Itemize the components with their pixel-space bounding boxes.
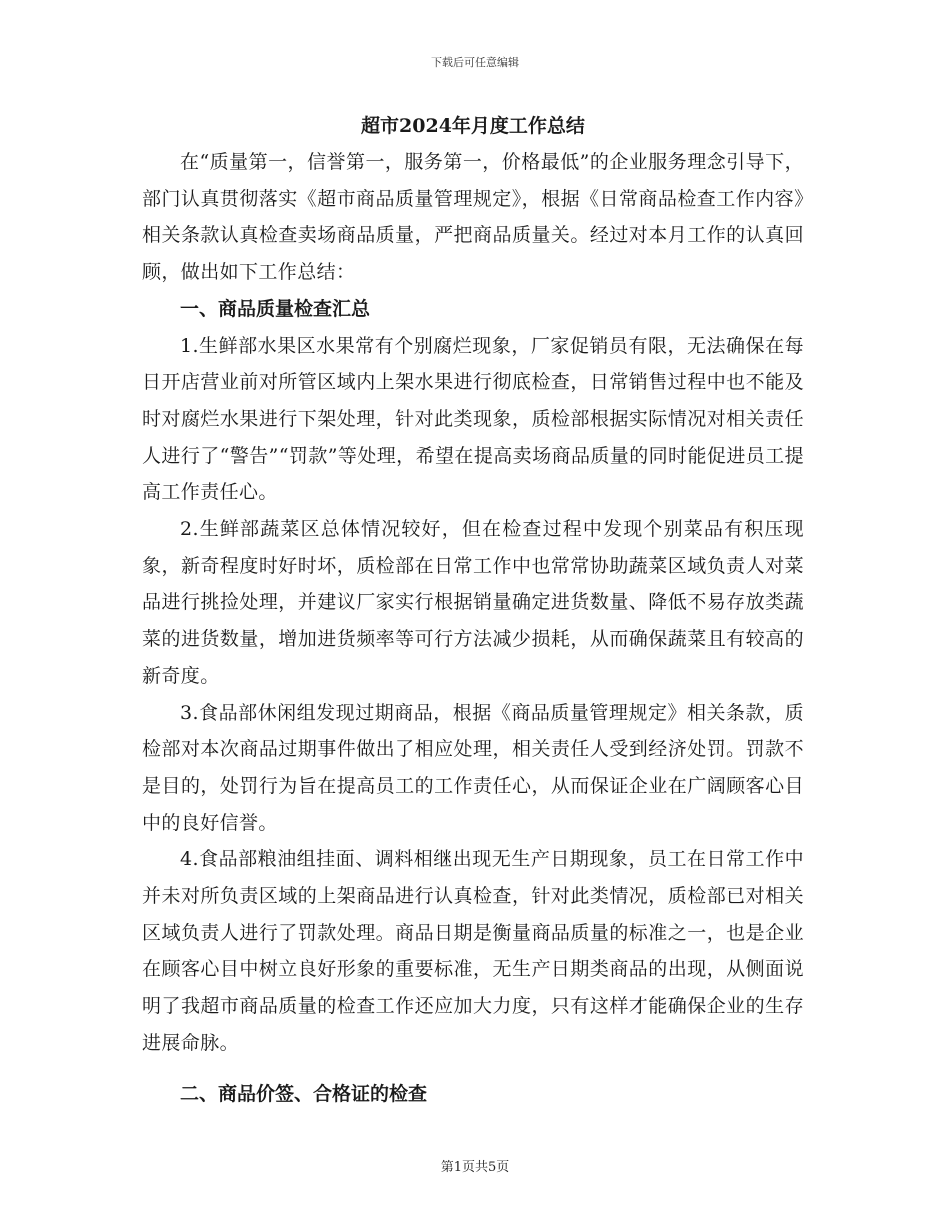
intro-paragraph: 在“质量第一，信誉第一，服务第一，价格最低”的企业服务理念引导下，部门认真贯彻落实《超市商品质量管理规定》，根据《日常商品检查工作内容》相关条款认真检查卖场商品质量，严把商品质量关。经过对本月工作的认真回顾，做出如下工作总结： [142,151,804,284]
list-item: 3.食品部休闲组发现过期商品，根据《商品质量管理规定》相关条款，质检部对本次商品过期事件做出了相应处理，相关责任人受到经济处罚。罚款不是目的，处罚行为旨在提高员工的工作责任心，从而保证企业在广阔顾客心目中的良好信誉。 [142,701,804,834]
list-item: 4.食品部粮油组挂面、调料相继出现无生产日期现象，员工在日常工作中并未对所负责区域的上架商品进行认真检查，针对此类情况，质检部已对相关区域负责人进行了罚款处理。商品日期是衡量商品质量的标准之一，也是企业在顾客心目中树立良好形象的重要标准，无生产日期类商品的出现，从侧面说明了我超市商品质量的检查工作还应加大力度，只有这样才能确保企业的生存进展命脉。 [142,848,804,1054]
section-heading-quality-check: 一、商品质量检查汇总 [180,297,371,320]
page-footer: 第1页共5页 [440,1160,510,1175]
document-title: 超市2024年月度工作总结 [361,115,585,137]
list-item: 2.生鲜部蔬菜区总体情况较好，但在检查过程中发现个别菜品有积压现象，新奇程度时好时坏，质检部在日常工作中也常常协助蔬菜区域负责人对菜品进行挑捡处理，并建议厂家实行根据销量确定进货数量、降低不易存放类蔬菜的进货数量，增加进货频率等可行方法减少损耗，从而确保蔬菜且有较高的新奇度。 [142,518,804,687]
document-body [142,108,804,1112]
list-item: 1.生鲜部水果区水果常有个别腐烂现象，厂家促销员有限，无法确保在每日开店营业前对所管区域内上架水果进行彻底检查，日常销售过程中也不能及时对腐烂水果进行下架处理，针对此类现象，质检部根据实际情况对相关责任人进行了“警告”“罚款”等处理，希望在提高卖场商品质量的同时能促进员工提高工作责任心。 [142,334,804,504]
header-note: 下载后可任意编辑 [431,56,519,69]
section-heading-price-tags: 二、商品价签、合格证的检查 [180,1082,428,1105]
